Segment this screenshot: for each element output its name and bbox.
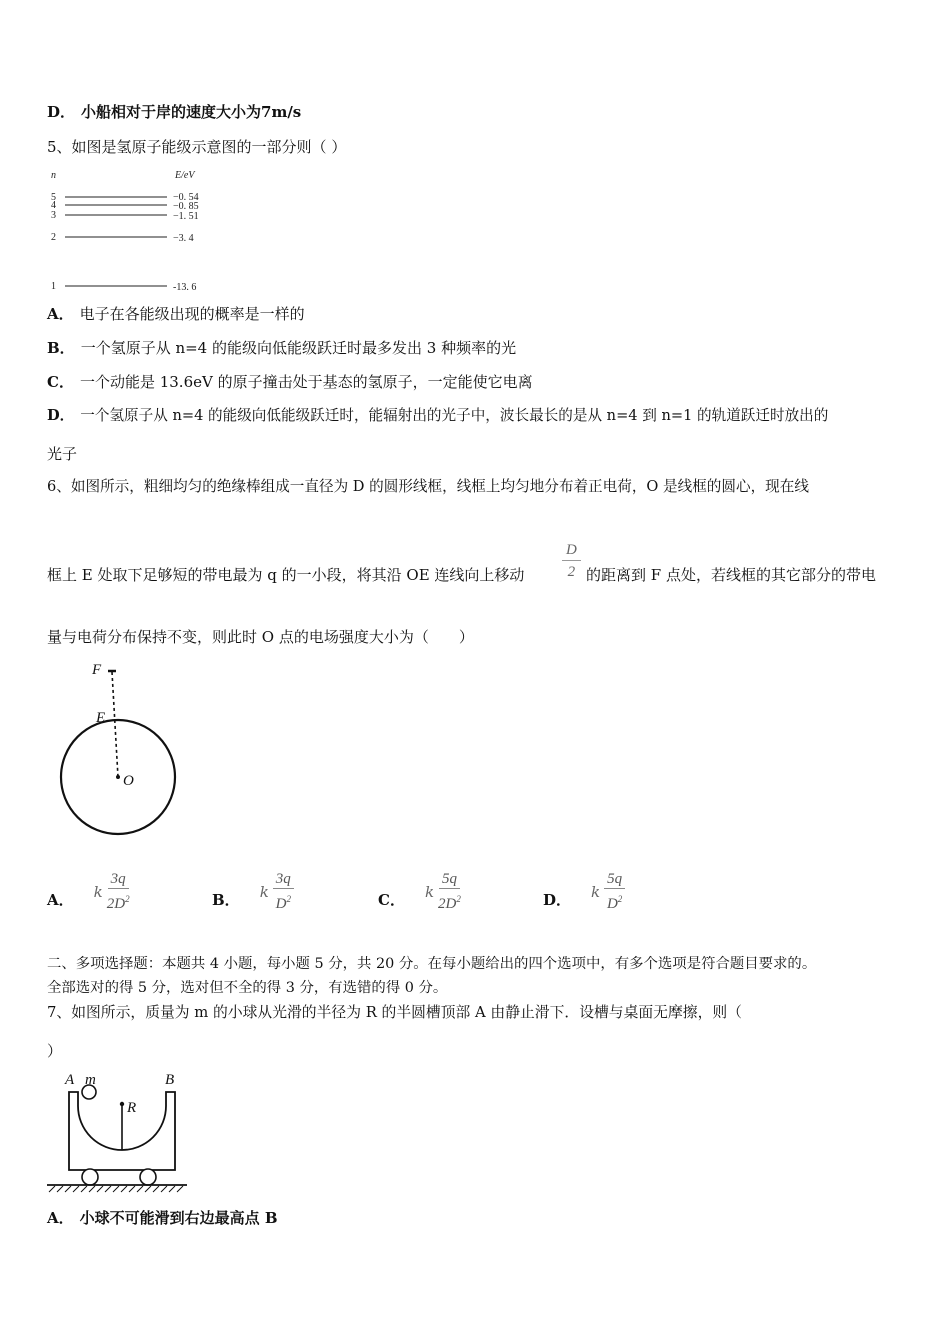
- e-header: E/eV: [175, 170, 195, 181]
- radius-dot: [120, 1102, 124, 1106]
- ground-hatching: [49, 1186, 183, 1192]
- label-r: R: [127, 1100, 137, 1116]
- level-2-n: 2: [51, 232, 56, 243]
- label-b: B: [165, 1072, 175, 1088]
- level-3-n: 3: [51, 210, 56, 221]
- q7-option-a: A． 小球不可能滑到右边最高点 B: [47, 1209, 278, 1227]
- label-f: F: [92, 662, 102, 678]
- q6-distance-fraction: $\frac{D}{2}$: [562, 540, 581, 583]
- energy-level-diagram: [45, 168, 225, 296]
- q6-stem-line2-after: 的距离到 F 点处，若线框的其它部分的带电: [586, 566, 876, 584]
- ring-figure: [52, 655, 192, 840]
- label-e: E: [96, 710, 106, 726]
- label-o: O: [123, 773, 134, 789]
- label-m: m: [85, 1072, 96, 1088]
- q7-stem-end: ）: [47, 1042, 63, 1060]
- q4-option-d: D． 小船相对于岸的速度大小为7m/s: [47, 103, 302, 121]
- section2-line1: 二、多项选择题：本题共 4 小题，每小题 5 分，共 20 分。在每小题给出的四个选项中，有多个选项是符合题目要求的。: [47, 956, 817, 972]
- section2-line2: 全部选对的得 5 分，选对但不全的得 3 分，有选错的得 0 分。: [47, 980, 448, 996]
- q5-stem: 5、如图是氢原子能级示意图的一部分则（ ）: [47, 138, 347, 156]
- level-1-n: 1: [51, 281, 56, 292]
- q5-option-b: B． 一个氢原子从 n=4 的能级向低能级跃迁时最多发出 3 种频率的光: [47, 339, 517, 357]
- q5-option-a: A． 电子在各能级出现的概率是一样的: [47, 305, 305, 323]
- q6-option-b: B． k $\frac{3q}{D^2}$: [212, 870, 294, 914]
- q5-option-c: C． 一个动能是 13.6eV 的原子撞击处于基态的氢原子，一定能使它电离: [47, 373, 533, 391]
- q6-stem-line1: 6、如图所示，粗细均匀的绝缘棒组成一直径为 D 的圆形线框，线框上均匀地分布着正电荷，O 是线框的圆心，现在线: [47, 478, 809, 495]
- cart-figure: [45, 1068, 195, 1196]
- label-a: A: [65, 1072, 75, 1088]
- q6-stem-line2-before: 框上 E 处取下足够短的带电最为 q 的一小段，将其沿 OE 连线向上移动: [47, 566, 525, 584]
- level-1-e: -13. 6: [173, 282, 197, 293]
- level-4-e: −0. 85: [173, 201, 199, 212]
- wheel-right: [140, 1169, 156, 1185]
- q6-option-d: D． k $\frac{5q}{D^2}$: [543, 870, 625, 914]
- q6-stem-line3: 量与电荷分布保持不变，则此时 O 点的电场强度大小为（ ）: [47, 628, 474, 646]
- level-4-n: 4: [51, 200, 56, 211]
- level-5-e: −0. 54: [173, 192, 199, 203]
- q5-option-d: D． 一个氢原子从 n=4 的能级向低能级跃迁时，能辐射出的光子中，波长最长的是从 n=4 到 n=1 的轨道跃迁时放出的: [47, 407, 829, 424]
- q5-option-d-continuation: 光子: [47, 445, 78, 463]
- q6-option-a: A． k $\frac{3q}{2D^2}$: [47, 871, 130, 912]
- level-3-e: −1. 51: [173, 211, 199, 222]
- q7-stem: 7、如图所示，质量为 m 的小球从光滑的半径为 R 的半圆槽顶部 A 由静止滑下．设槽与桌面无摩擦，则（: [47, 1004, 742, 1021]
- q6-option-c: C． k $\frac{5q}{2D^2}$: [378, 871, 461, 912]
- wheel-left: [82, 1169, 98, 1185]
- n-header: n: [51, 170, 56, 181]
- center-dot: [116, 775, 120, 779]
- oe-dashed-line: [112, 672, 118, 777]
- level-5-n: 5: [51, 192, 56, 203]
- level-2-e: −3. 4: [173, 233, 194, 244]
